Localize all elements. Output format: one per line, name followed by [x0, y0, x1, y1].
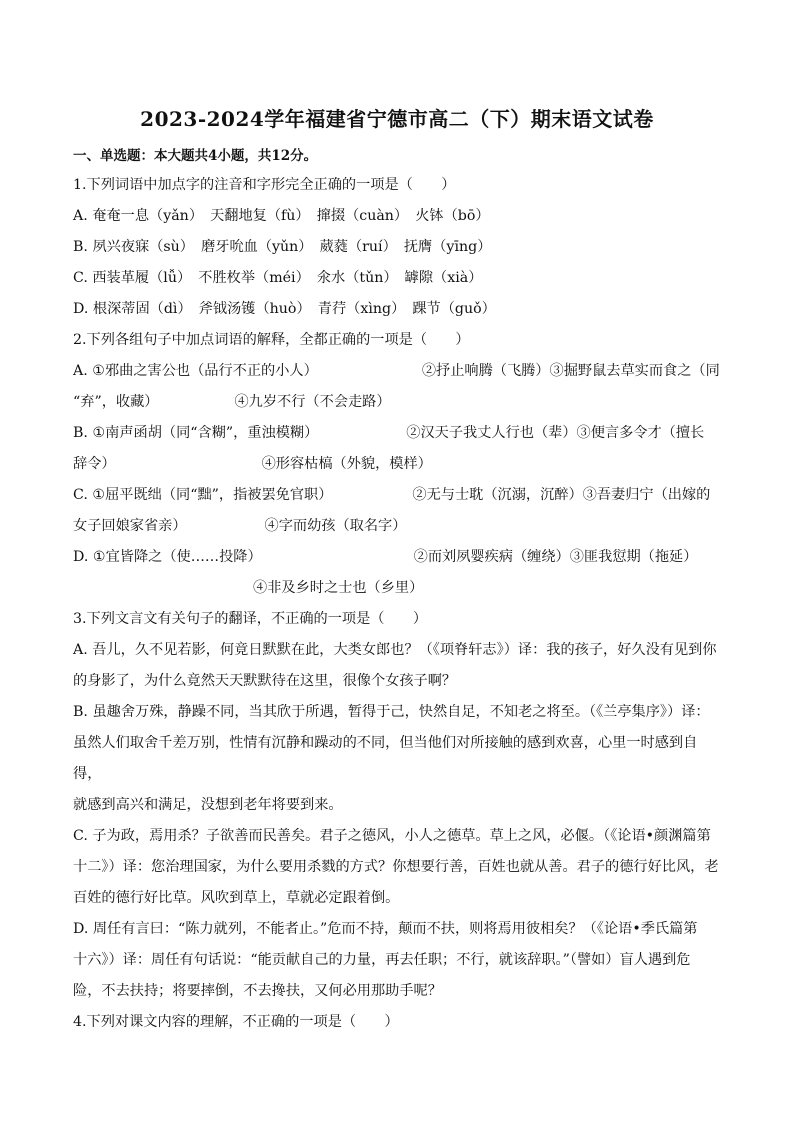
page-title: 2023-2024学年福建省宁德市高二（下）期末语文试卷	[140, 107, 654, 131]
question-2-option-a-cont	[73, 387, 721, 418]
question-2-option-c	[73, 480, 721, 511]
question-1-option-d: D. 根深蒂固（dì） 斧钺汤镬（huò） 青荇（xìng） 踝节（guǒ）	[73, 301, 496, 317]
question-1-option-c: C. 西装革履（lǚ） 不胜枚举（méi） 氽水（tǔn） 罅隙（xià）	[73, 270, 483, 286]
question-3-option-c-line2: 十二》）译：您治理国家，为什么要用杀戮的方式？你想要行善，百姓也就从善。君子的德行好比风，老	[73, 859, 719, 875]
question-3-stem: 3.下列文言文有关句子的翻译，不正确的一项是（ ）	[73, 611, 428, 627]
question-1-stem: 1.下列词语中加点字的注音和字形完全正确的一项是（ ）	[73, 177, 456, 193]
q2-c-part1: C. ①屈平既绌（同“黜”，指被罢免官职）	[73, 487, 333, 503]
question-2-option-d	[73, 542, 721, 573]
question-3-option-b-line1: B. 虽趣舍万殊，静躁不同，当其欣于所遇，暂得于己，快然自足，不知老之将至。（《兰亭集序》）译：	[73, 704, 710, 720]
q2-a-part1: A. ①邪曲之害公也（品行不正的小人）	[73, 363, 318, 379]
question-2-option-c-cont	[73, 511, 721, 542]
q2-b-part3: 辞令）	[73, 456, 116, 472]
question-1-option-b: B. 夙兴夜寐（sù） 磨牙吮血（yǔn） 葳蕤（ruí） 抚膺（yīng）	[73, 239, 492, 255]
q2-c-part2: ②无与士耽（沉溺，沉醉）③吾妻归宁（出嫁的	[412, 487, 711, 503]
q2-a-part2: ②抒止响腾（飞腾）③掘野鼠去草实而食之（同	[421, 363, 720, 379]
question-3-option-b-line3: 就感到高兴和满足，没想到老年将要到来。	[73, 797, 343, 813]
question-3-option-c-line1: C. 子为政，焉用杀？子欲善而民善矣。君子之德风，小人之德草。草上之风，必偃。（《论语•颜渊篇第	[73, 828, 711, 844]
question-3-option-a-line1: A. 吾儿，久不见若影，何竟日默默在此，大类女郎也？（《项脊轩志》）译：我的孩子，好久没有见到你	[73, 642, 717, 658]
question-2-option-b	[73, 418, 721, 449]
q2-b-part2: ②汉天子我丈人行也（辈）③便言多令才（擅长	[406, 425, 705, 441]
question-2-stem: 2.下列各组句子中加点词语的解释，全都正确的一项是（ ）	[73, 332, 470, 348]
q2-b-part4: ④形容枯槁（外貌，模样）	[261, 456, 432, 472]
section-heading: 一、单选题：本大题共4小题，共12分。	[73, 148, 318, 164]
question-3-option-d-line1: D. 周任有言曰：“陈力就列，不能者止。”危而不持，颠而不扶，则将焉用彼相矣？（《论语•季氏篇第	[73, 921, 698, 937]
q2-d-part2: ②而刘夙婴疾病（缠绕）③匪我愆期（拖延）	[413, 549, 698, 565]
q2-c-part4: ④字而幼孩（取名字）	[264, 518, 407, 534]
question-3-option-d-line2: 十六》）译：周任有句话说：“能贡献自己的力量，再去任职；不行，就该辞职。”（譬如）盲人遇到危	[73, 952, 691, 968]
question-3-option-b-line2: 虽然人们取舍千差万别，性情有沉静和躁动的不同，但当他们对所接触的感到欢喜，心里一时感到自得，	[73, 735, 698, 782]
question-list	[73, 170, 721, 1038]
q2-c-part3: 女子回娘家省亲）	[73, 518, 187, 534]
question-2-option-d-cont: ④非及乡时之士也（乡里）	[253, 580, 424, 596]
q2-a-part4: ④九岁不行（不会走路）	[234, 394, 391, 410]
question-3-option-d-line3: 险，不去扶持；将要摔倒，不去搀扶，又何必用那助手呢？	[73, 983, 442, 999]
question-2-option-a	[73, 356, 721, 387]
question-2-option-b-cont	[73, 449, 721, 480]
q2-b-part1: B. ①南声函胡（同“含糊”，重浊模糊）	[73, 425, 319, 441]
q2-d-part1: D. ①宜皆降之（使……投降）	[73, 549, 262, 565]
question-3-option-a-line2: 的身影了，为什么竟然天天默默待在这里，很像个女孩子啊？	[73, 673, 457, 689]
question-1-option-a: A. 奄奄一息（yǎn） 天翻地复（fù） 撺掇（cuàn） 火钵（bō）	[73, 208, 490, 224]
question-3-option-c-line3: 百姓的德行好比草。风吹到草上，草就必定跟着倒。	[73, 890, 400, 906]
question-4-stem: 4.下列对课文内容的理解，不正确的一项是（ ）	[73, 1014, 399, 1030]
q2-a-part3: “弃”，收藏）	[73, 394, 159, 410]
